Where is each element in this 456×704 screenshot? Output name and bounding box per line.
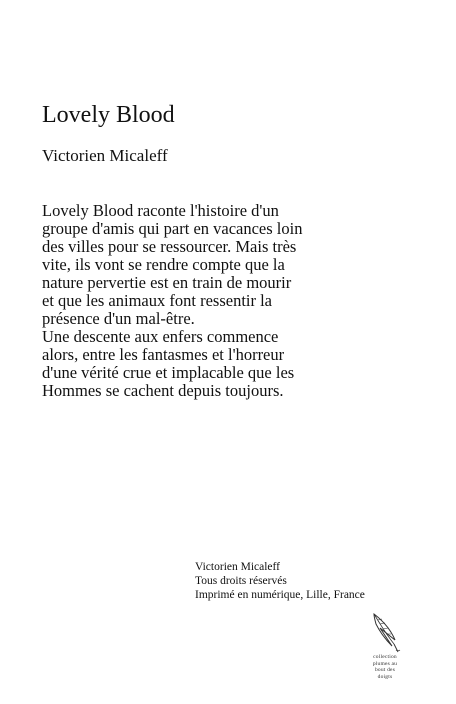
logo-line: collection — [373, 654, 397, 660]
imprint-rights: Tous droits réservés — [195, 575, 287, 587]
synopsis-line: nature pervertie est en train de mourir — [42, 273, 292, 292]
synopsis-line: Hommes se cachent depuis toujours. — [42, 381, 284, 400]
imprint-author: Victorien Micaleff — [195, 561, 280, 573]
synopsis-line: alors, entre les fantasmes et l'horreur — [42, 345, 285, 364]
synopsis-line: d'une vérité crue et implacable que les — [42, 363, 295, 382]
synopsis-line: vite, ils vont se rendre compte que la — [42, 255, 285, 274]
synopsis-line: groupe d'amis qui part en vacances loin — [42, 219, 303, 238]
logo-line: bout des — [374, 667, 396, 673]
synopsis — [42, 202, 342, 400]
imprint-printed: Imprimé en numérique, Lille, France — [195, 589, 365, 601]
imprint-block — [195, 560, 365, 602]
book-author: Victorien Micaleff — [42, 146, 168, 165]
synopsis-line: présence d'un mal-être. — [42, 309, 195, 328]
synopsis-line: des villes pour se ressourcer. Mais très — [42, 237, 297, 256]
logo-line: doigts — [377, 673, 393, 680]
publisher-logo — [360, 610, 410, 690]
synopsis-line: Lovely Blood raconte l'histoire d'un — [42, 201, 279, 220]
quill-feather-icon — [368, 610, 402, 654]
synopsis-line: Une descente aux enfers commence — [42, 327, 279, 346]
book-title: Lovely Blood — [42, 102, 175, 128]
logo-line: plumes au — [372, 660, 398, 667]
synopsis-line: et que les animaux font ressentir la — [42, 291, 273, 310]
